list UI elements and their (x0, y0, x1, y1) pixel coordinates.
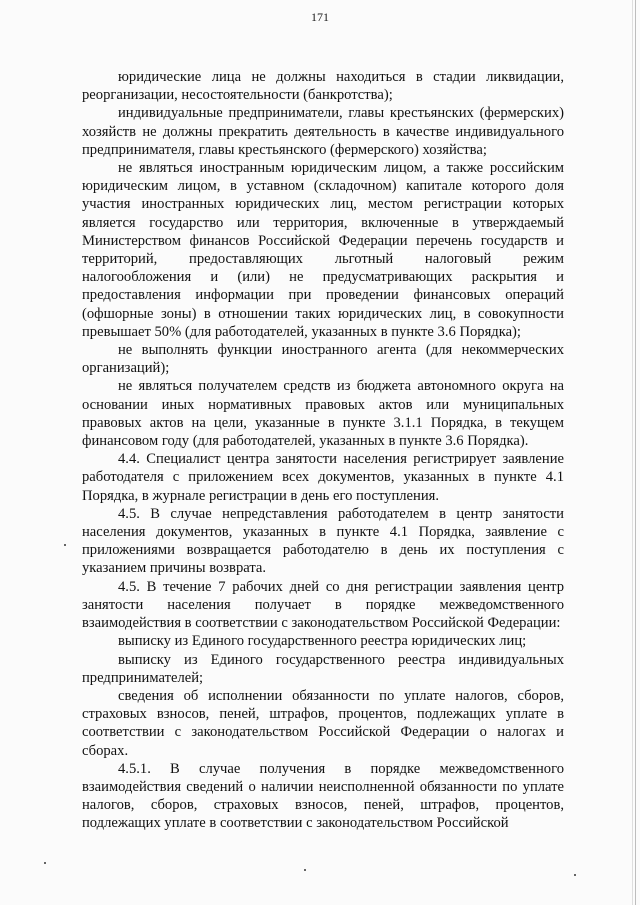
paragraph-foreign-agent: не выполнять функции иностранного агента (для некоммерческих организаций); (82, 342, 564, 377)
paragraph-4-4: 4.4. Специалист центра занятости населения регистрирует заявление работодателя с приложением всех документов, указанных в пункте 4.1 Порядка, в журнале регистрации в день его поступления. (82, 451, 564, 504)
paragraph-foreign-entity: не являться иностранным юридическим лицом, а также российским юридическим лицом, в уставном (складочном) капитале которого доля участия иностранных юридических лиц, местом регистрации которых является государство или территория, включенные в утверждаемый Министерством финансов Российской Федерации перечень государств и территорий, предоставляющих льготный налоговый режим налогообложения и (или) не предусматривающих раскрытия и предоставления информации при проведении финансовых операций (офшорные зоны) в отношении таких юридических лиц, в совокупности превышает 50% (для работодателей, указанных в пункте 3.6 Порядка); (82, 160, 564, 340)
paragraph-4-5-1: 4.5.1. В случае получения в порядке межведомственного взаимодействия сведений о наличии неисполненной обязанности по уплате налогов, сборов, страховых взносов, пеней, штрафов, процентов, подлежащих уплате в соответствии с законодательством Российской (82, 760, 564, 832)
scan-speck (64, 544, 66, 546)
paragraph-budget-recipient: не являться получателем средств из бюджета автономного округа на основании иных нормативных правовых актов или муниципальных правовых актов на цели, указанные в пункте 3.1.1 Порядка, в текущем финансовом году (для работодателей, указанных в пункте 3.6 Порядка). (82, 378, 564, 450)
paragraph-4-5-return: 4.5. В случае непредставления работодателем в центр занятости населения документов, указанных в пункте 4.1 Порядка, заявление с приложениями возвращается работодателю в день их поступления с указанием причины возврата. (82, 505, 564, 577)
paragraph-extract-legal: выписку из Единого государственного реестра юридических лиц; (118, 633, 527, 650)
page-number: 171 (311, 10, 329, 24)
page-edge-line (632, 0, 633, 905)
paragraph-tax-info: сведения об исполнении обязанности по уплате налогов, сборов, страховых взносов, пеней, штрафов, процентов, подлежащих уплате в соответствии с законодательством Российской Федерации о налогах и сборах. (82, 687, 564, 759)
paragraph-extract-entrepreneurs: выписку из Единого государственного реестра индивидуальных предпринимателей; (82, 651, 564, 686)
scan-speck (574, 874, 576, 876)
paragraph-entrepreneurs: индивидуальные предприниматели, главы крестьянских (фермерских) хозяйств не должны прекратить деятельность в качестве индивидуального предпринимателя, главы крестьянского (фермерского) хозяйства; (82, 105, 564, 158)
paragraph-legal-entities: юридические лица не должны находиться в стадии ликвидации, реорганизации, несостоятельности (банкротства); (82, 69, 564, 104)
document-body (82, 68, 564, 833)
paragraph-4-5-interaction: 4.5. В течение 7 рабочих дней со дня регистрации заявления центр занятости населения получает в порядке межведомственного взаимодействия в соответствии с законодательством Российской Федерации: (82, 578, 564, 632)
page-edge-line (635, 0, 636, 905)
scan-speck (44, 862, 46, 864)
scan-speck (304, 869, 306, 871)
